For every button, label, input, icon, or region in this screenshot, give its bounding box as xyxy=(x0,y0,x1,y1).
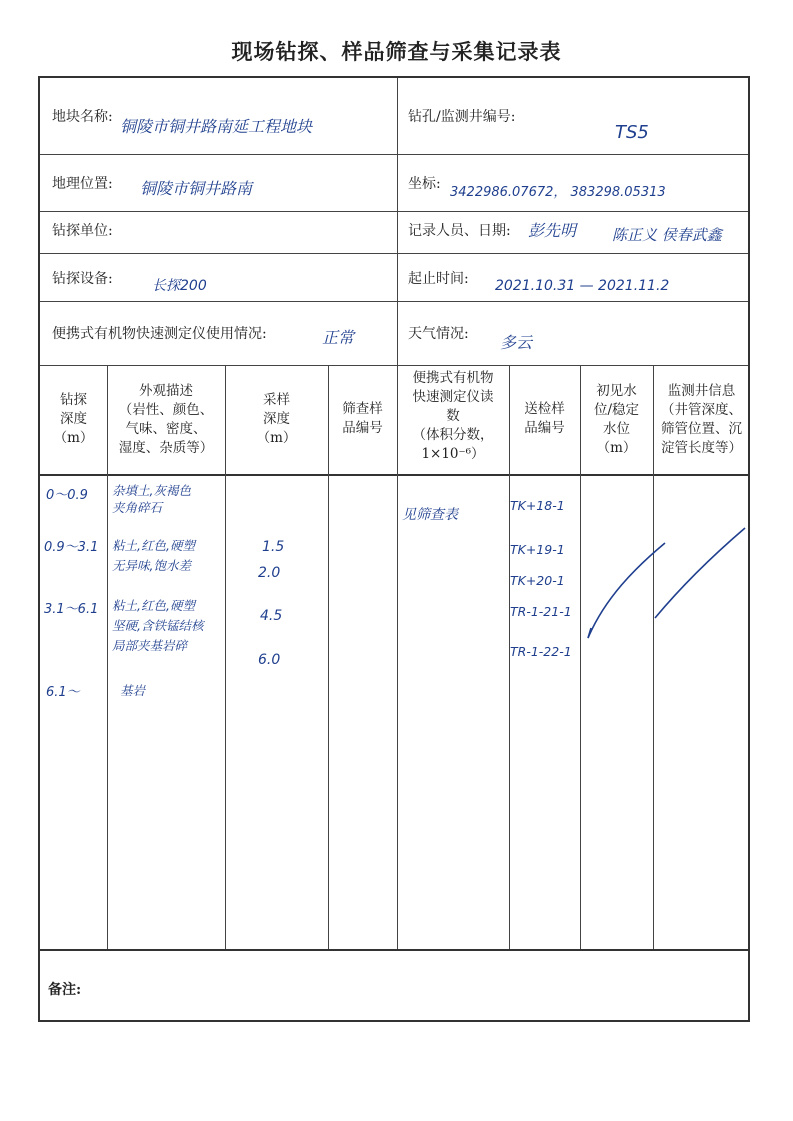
location-value: 铜陵市铜井路南 xyxy=(140,179,253,198)
pid-usage-label: 便携式有机物快速测定仪使用情况: xyxy=(52,326,267,342)
sample-id-entry: TK+18-1 xyxy=(510,498,565,513)
table-column-divider xyxy=(225,365,226,949)
sample-id-entry: TK+19-1 xyxy=(510,542,565,557)
coords-label: 坐标: xyxy=(408,176,441,192)
sample-depth-entry: 6.0 xyxy=(258,652,281,668)
water-level-strike xyxy=(588,543,665,638)
row-divider xyxy=(40,301,748,302)
description-entry: 粘土,红色,硬塑 坚硬,含铁锰结核 局部夹基岩碎 xyxy=(112,598,204,653)
pid-usage-value: 正常 xyxy=(322,328,355,347)
not-applicable-strokes xyxy=(580,518,753,648)
time-label: 起止时间: xyxy=(408,271,469,287)
sample-depth-entry: 1.5 xyxy=(262,539,285,555)
header-water-level: 初见水 位/稳定 水位 （m） xyxy=(593,383,640,456)
time-value: 2021.10.31 — 2021.11.2 xyxy=(495,278,670,294)
plot-name-label: 地块名称: xyxy=(52,109,113,125)
coords-value: 3422986.07672， 383298.05313 xyxy=(450,185,666,200)
sample-id-entry: TR-1-22-1 xyxy=(510,644,572,659)
borehole-label: 钻孔/监测井编号: xyxy=(408,109,516,125)
info-column-divider xyxy=(397,78,398,365)
depth-entry: 6.1～ xyxy=(46,685,80,700)
header-pid-reading: 便携式有机物 快速测定仪读 数 （体积分数， 1×10⁻⁶） xyxy=(412,370,494,462)
header-drill-depth: 钻探 深度 （m） xyxy=(53,392,94,446)
pid-reading-entry: 见筛查表 xyxy=(402,507,458,523)
remarks-divider xyxy=(40,949,748,951)
depth-entry: 0.9～3.1 xyxy=(44,540,99,555)
equipment-label: 钻探设备: xyxy=(52,271,113,287)
sample-id-entry: TR-1-21-1 xyxy=(510,604,572,619)
description-entry: 杂填土,灰褐色 夹角碎石 xyxy=(112,483,191,515)
depth-entry: 0～0.9 xyxy=(46,488,88,503)
header-well-info: 监测井信息 （井管深度、 筛管位置、沉 淀管长度等） xyxy=(661,383,742,456)
drill-unit-label: 钻探单位: xyxy=(52,223,113,239)
plot-name-value: 铜陵市铜井路南延工程地块 xyxy=(120,117,313,136)
well-info-strike xyxy=(655,528,745,618)
table-column-divider xyxy=(328,365,329,949)
row-divider xyxy=(40,253,748,254)
sample-id-entry: TK+20-1 xyxy=(510,573,565,588)
weather-value: 多云 xyxy=(500,333,533,352)
description-entry: 粘土,红色,硬塑 无异味,饱水差 xyxy=(112,538,195,573)
sample-depth-entry: 2.0 xyxy=(258,565,281,581)
record-form xyxy=(38,76,750,1022)
description-entry: 基岩 xyxy=(120,683,146,698)
borehole-value: TS5 xyxy=(615,122,649,143)
header-description: 外观描述 （岩性、颜色、 气味、密度、 湿度、杂质等） xyxy=(118,383,214,456)
table-header-bottom xyxy=(40,474,748,476)
header-lab-sample-id: 送检样 品编号 xyxy=(524,401,565,436)
header-screening-id: 筛查样 品编号 xyxy=(342,401,383,436)
page-title: 现场钻探、样品筛查与采集记录表 xyxy=(231,39,562,64)
header-sample-depth: 采样 深度 （m） xyxy=(256,392,297,446)
recorder-value-1: 彭先明 xyxy=(528,221,577,240)
row-divider xyxy=(40,211,748,212)
location-label: 地理位置: xyxy=(52,176,113,192)
remarks-label: 备注: xyxy=(48,982,82,998)
row-divider xyxy=(40,154,748,155)
recorder-value-2: 陈正义 侯春武鑫 xyxy=(612,226,722,244)
weather-label: 天气情况: xyxy=(408,326,469,342)
equipment-value: 长探200 xyxy=(152,278,207,294)
recorder-label: 记录人员、日期: xyxy=(408,223,511,239)
depth-entry: 3.1～6.1 xyxy=(44,602,99,617)
row-divider xyxy=(40,365,748,366)
sample-depth-entry: 4.5 xyxy=(260,608,283,624)
